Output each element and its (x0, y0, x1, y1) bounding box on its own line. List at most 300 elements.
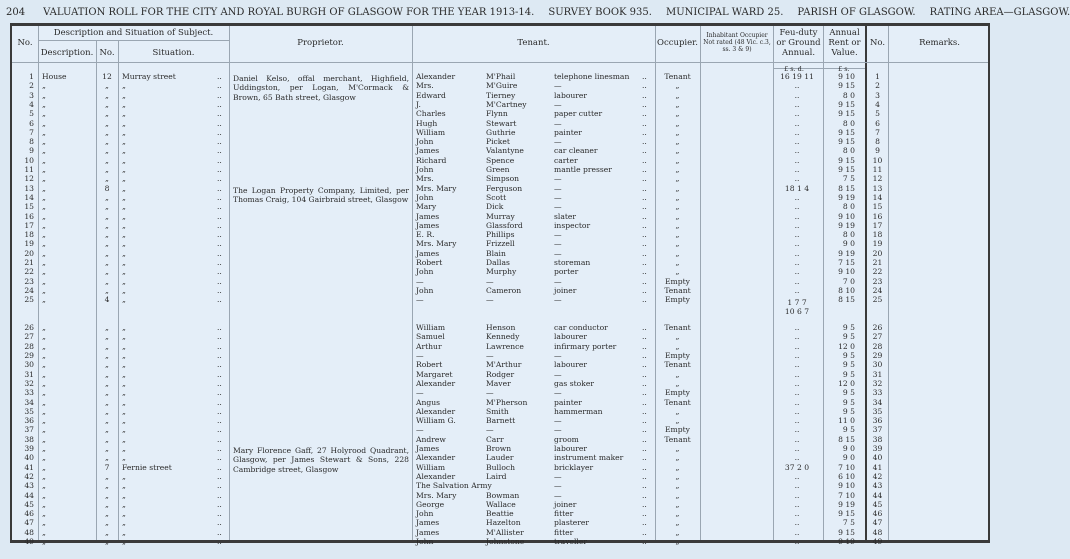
cell-no: 35 (24, 406, 34, 416)
cell-first: James (416, 518, 440, 528)
cell-first: Charles (416, 109, 446, 119)
leader-dots: .. (217, 81, 222, 91)
cell-sno: „ (105, 323, 109, 333)
leader-dots: .. (217, 192, 222, 202)
cell-first: — (416, 276, 424, 286)
cell-rent: 9 5 (842, 425, 855, 435)
cell-sit: „ (122, 99, 126, 109)
col-no-right: No. (869, 38, 886, 48)
cell-rent: 9 15 (838, 165, 855, 174)
cell-occ: — (554, 248, 562, 258)
table-row (12, 165, 988, 174)
cell-last: Cameron (486, 285, 522, 295)
cell-first: John (416, 137, 434, 147)
cell-sit: „ (122, 192, 126, 202)
leader-dots: .. (642, 444, 647, 453)
cell-sit: „ (122, 351, 126, 360)
table-row (12, 463, 988, 472)
cell-feu: .. (794, 192, 800, 202)
cell-rent: 8 15 (838, 183, 855, 193)
leader-dots: .. (217, 453, 222, 463)
cell-desc: „ (42, 155, 46, 165)
row-no-right: 43 (872, 481, 883, 491)
cell-feu: .. (794, 118, 800, 128)
leader-dots: .. (217, 444, 222, 453)
row-no-right: 41 (872, 462, 883, 472)
cell-occupier: „ (675, 90, 680, 100)
cell-first: Margaret (416, 369, 453, 379)
cell-sno: „ (105, 165, 109, 174)
cell-occ: — (554, 99, 562, 109)
cell-rent: 9 15 (838, 137, 855, 147)
cell-sit: Fernie street (122, 462, 172, 472)
cell-rent: 8 0 (842, 90, 855, 100)
cell-desc: „ (42, 323, 46, 333)
cell-sit: „ (122, 220, 126, 230)
cell-last: Phillips (486, 230, 515, 240)
leader-dots: .. (642, 258, 647, 267)
cell-feu: .. (794, 378, 800, 388)
leader-dots: .. (642, 481, 647, 491)
cell-feu: .. (794, 99, 800, 109)
leader-dots: .. (642, 332, 647, 342)
cell-sit: „ (122, 434, 126, 444)
cell-feu: .. (794, 155, 800, 165)
cell-no: 2 (29, 81, 34, 91)
cell-occupier: „ (675, 499, 680, 509)
table-row (12, 146, 988, 155)
cell-desc: „ (42, 518, 46, 528)
cell-rent: 9 15 (838, 527, 855, 537)
cell-sit: „ (122, 397, 126, 407)
table-row (12, 100, 988, 109)
leader-dots: .. (217, 397, 222, 407)
cell-desc: „ (42, 462, 46, 472)
cell-last: Lawrence (486, 341, 524, 351)
cell-last: Barnett (486, 416, 516, 426)
leader-dots: .. (217, 99, 222, 109)
cell-occ: porter (554, 267, 579, 277)
leader-dots: .. (642, 183, 647, 193)
table-row (12, 137, 988, 146)
row-no-right: 28 (872, 341, 883, 351)
cell-feu: .. (794, 267, 800, 277)
row-no-right: 25 (872, 295, 883, 305)
cell-occ: labourer (554, 444, 588, 453)
page-header (6, 4, 1070, 20)
cell-no: 7 (29, 127, 34, 137)
cell-no: 42 (24, 471, 34, 481)
cell-feu: .. (794, 174, 800, 184)
cell-feu: .. (794, 537, 800, 546)
leader-dots: .. (642, 81, 647, 91)
cell-occ: — (554, 351, 562, 360)
cell-desc: „ (42, 351, 46, 360)
leader-dots: .. (217, 369, 222, 379)
cell-feu: .. (794, 248, 800, 258)
leader-dots: .. (642, 109, 647, 119)
cell-rent: 9 5 (842, 332, 855, 342)
cell-last: M'Phail (486, 72, 516, 81)
cell-first: Mrs. Mary (416, 239, 457, 249)
cell-feu: 16 19 11 (780, 72, 814, 81)
cell-last: Wallace (486, 499, 516, 509)
cell-last: Brown (486, 444, 512, 453)
cell-desc: „ (42, 490, 46, 500)
cell-no: 8 (29, 137, 34, 147)
cell-sno: „ (105, 90, 109, 100)
proprietor-gaff: Mary Florence Gaff, 27 Holyrood Quadrant, Glasgow, per James Stewart & Sons, 228 Cambridge street, Glasgow (233, 446, 409, 474)
row-no-right: 26 (872, 323, 883, 333)
cell-occ: — (554, 369, 562, 379)
cell-occ: — (554, 118, 562, 128)
cell-feu: 18 1 4 (784, 183, 810, 193)
cell-sno: „ (105, 369, 109, 379)
cell-occ: painter (554, 127, 582, 137)
row-no-right: 14 (872, 192, 883, 202)
row-no-right: 45 (872, 499, 883, 509)
leader-dots: .. (217, 406, 222, 416)
cell-sno: „ (105, 174, 109, 184)
cell-last: Spence (486, 155, 515, 165)
cell-occ: carter (554, 155, 578, 165)
cell-desc: „ (42, 388, 46, 398)
cell-occ: — (554, 202, 562, 212)
cell-no: 1 (29, 72, 34, 81)
cell-rent: 9 15 (838, 81, 855, 91)
cell-occ: inspector (554, 220, 591, 230)
cell-no: 41 (24, 462, 34, 472)
cell-sit: „ (122, 109, 126, 119)
cell-occupier: „ (675, 509, 680, 519)
cell-first: — (416, 388, 424, 398)
cell-occ: instrument maker (554, 453, 624, 463)
cell-rent: 9 10 (838, 211, 855, 221)
table-row (12, 425, 988, 434)
table-row (12, 184, 988, 193)
row-no-right: 48 (872, 527, 883, 537)
page-number: 204 (6, 6, 26, 18)
leader-dots: .. (217, 471, 222, 481)
cell-desc: „ (42, 202, 46, 212)
cell-no: 26 (24, 323, 34, 333)
table-row (12, 407, 988, 416)
leader-dots: .. (642, 406, 647, 416)
cell-occ: — (554, 295, 562, 305)
leader-dots: .. (217, 462, 222, 472)
cell-no: 4 (29, 99, 34, 109)
cell-first: Alexander (416, 72, 456, 81)
cell-feu: .. (794, 444, 800, 453)
cell-first: William (416, 127, 446, 137)
leader-dots: .. (217, 434, 222, 444)
cell-sit: „ (122, 425, 126, 435)
parish: PARISH OF GLASGOW. (797, 6, 916, 18)
cell-occ: slater (554, 211, 577, 221)
row-no-right: 17 (872, 220, 883, 230)
cell-sit: „ (122, 276, 126, 286)
table-row (12, 72, 988, 81)
cell-rent: 9 15 (838, 509, 855, 519)
cell-sit: „ (122, 471, 126, 481)
row-no-right: 22 (872, 267, 883, 277)
cell-occupier: „ (675, 258, 680, 267)
leader-dots: .. (217, 509, 222, 519)
cell-last: Glassford (486, 220, 523, 230)
cell-first: Samuel (416, 332, 445, 342)
leader-dots: .. (217, 183, 222, 193)
cell-occ: — (554, 471, 562, 481)
cell-first: Edward (416, 90, 446, 100)
cell-last: Maver (486, 378, 511, 388)
cell-rent: 7 15 (838, 258, 855, 267)
cell-sit: „ (122, 332, 126, 342)
leader-dots: .. (217, 332, 222, 342)
cell-no: 47 (24, 518, 34, 528)
feu-extra-1: 1 7 7 (787, 298, 807, 307)
cell-first: William (416, 323, 446, 333)
cell-first: George (416, 499, 445, 509)
cell-rent: 7 0 (842, 276, 855, 286)
proprietor-logan: The Logan Property Company, Limited, per Thomas Craig, 104 Gairbraid street, Glasgow (233, 186, 409, 205)
col-no: No. (17, 38, 33, 48)
cell-sno: „ (105, 397, 109, 407)
cell-feu: .. (794, 416, 800, 426)
cell-occupier: „ (675, 183, 680, 193)
cell-sit: „ (122, 90, 126, 100)
cell-no: 45 (24, 499, 34, 509)
cell-occ: — (554, 276, 562, 286)
table-row (12, 267, 988, 276)
leader-dots: .. (217, 360, 222, 370)
cell-sit: „ (122, 174, 126, 184)
valuation-table (10, 23, 990, 546)
cell-occupier: „ (675, 416, 680, 426)
leader-dots: .. (642, 146, 647, 156)
row-no-right: 38 (872, 434, 883, 444)
survey-book: SURVEY BOOK 935. (548, 6, 652, 18)
cell-last: Dallas (486, 258, 510, 267)
table-row (12, 435, 988, 444)
cell-first: John (416, 537, 434, 546)
cell-sit: „ (122, 202, 126, 212)
cell-feu: .. (794, 509, 800, 519)
leader-dots: .. (217, 118, 222, 128)
cell-occ: car cleaner (554, 146, 598, 156)
cell-sit: „ (122, 453, 126, 463)
cell-last: Hazelton (486, 518, 521, 528)
leader-dots: .. (642, 499, 647, 509)
cell-occ: — (554, 388, 562, 398)
cell-last: Simpson (486, 174, 520, 184)
cell-sno: „ (105, 127, 109, 137)
cell-no: 37 (24, 425, 34, 435)
row-no-right: 5 (875, 109, 880, 119)
col-tenant: Tenant. (517, 38, 550, 48)
row-no-right: 47 (872, 518, 883, 528)
cell-sno: „ (105, 230, 109, 240)
row-no-right: 3 (875, 90, 880, 100)
cell-sit: „ (122, 183, 126, 193)
cell-occ: paper cutter (554, 109, 603, 119)
cell-desc: „ (42, 369, 46, 379)
cell-last: Scott (486, 192, 507, 202)
cell-sno: „ (105, 99, 109, 109)
cell-rent: 9 19 (838, 220, 855, 230)
row-no-right: 21 (872, 258, 883, 267)
row-no-right: 33 (872, 388, 883, 398)
cell-rent: 9 19 (838, 537, 855, 546)
leader-dots: .. (217, 137, 222, 147)
leader-dots: .. (217, 211, 222, 221)
leader-dots: .. (217, 490, 222, 500)
cell-no: 36 (24, 416, 34, 426)
leader-dots: .. (642, 416, 647, 426)
cell-sit: „ (122, 155, 126, 165)
leader-dots: .. (217, 295, 222, 305)
leader-dots: .. (642, 471, 647, 481)
leader-dots: .. (642, 192, 647, 202)
cell-feu: .. (794, 109, 800, 119)
table-row (12, 295, 988, 304)
cell-last: M'Pherson (486, 397, 528, 407)
table-row (12, 128, 988, 137)
cell-sit: „ (122, 81, 126, 91)
table-row (12, 518, 988, 527)
cell-first: The Salvation Army (416, 481, 492, 491)
row-no-right: 34 (872, 397, 883, 407)
cell-no: 34 (24, 397, 34, 407)
cell-sit: „ (122, 406, 126, 416)
table-row (12, 370, 988, 379)
leader-dots: .. (642, 72, 647, 81)
cell-occupier: Empty (665, 276, 690, 286)
cell-no: 14 (24, 192, 34, 202)
cell-last: Valantyne (486, 146, 524, 156)
cell-first: James (416, 444, 440, 453)
col-description: Description. (40, 48, 94, 58)
cell-rent: 9 10 (838, 267, 855, 277)
cell-no: 22 (24, 267, 34, 277)
row-no-right: 6 (875, 118, 880, 128)
cell-no: 17 (24, 220, 34, 230)
cell-desc: „ (42, 397, 46, 407)
row-no-right: 32 (872, 378, 883, 388)
leader-dots: .. (217, 481, 222, 491)
row-no-right: 37 (872, 425, 883, 435)
cell-occ: plasterer (554, 518, 590, 528)
cell-feu: .. (794, 527, 800, 537)
cell-occupier: Empty (665, 425, 690, 435)
row-no-right: 4 (875, 99, 880, 109)
cell-no: 18 (24, 230, 34, 240)
cell-first: Alexander (416, 453, 456, 463)
leader-dots: .. (642, 174, 647, 184)
cell-occupier: „ (675, 378, 680, 388)
cell-sit: „ (122, 285, 126, 295)
leader-dots: .. (642, 397, 647, 407)
cell-occ: traveller (554, 537, 587, 546)
cell-last: Murphy (486, 267, 517, 277)
cell-sit: „ (122, 518, 126, 528)
cell-no: 6 (29, 118, 34, 128)
table-row (12, 249, 988, 258)
cell-occ: groom (554, 434, 579, 444)
table-row (12, 202, 988, 211)
leader-dots: .. (217, 351, 222, 360)
cell-last: Picket (486, 137, 510, 147)
cell-occupier: „ (675, 332, 680, 342)
leader-dots: .. (217, 537, 222, 546)
cell-sit: „ (122, 416, 126, 426)
row-no-right: 10 (872, 155, 883, 165)
cell-feu: .. (794, 453, 800, 463)
table-row (12, 286, 988, 295)
row-no-right: 12 (872, 174, 883, 184)
table-row (12, 277, 988, 286)
leader-dots: .. (217, 378, 222, 388)
cell-desc: „ (42, 509, 46, 519)
cell-last: — (486, 425, 494, 435)
cell-occupier: „ (675, 211, 680, 221)
cell-sno: 12 (102, 72, 112, 81)
cell-no: 12 (24, 174, 34, 184)
cell-feu: .. (794, 341, 800, 351)
cell-feu: .. (794, 397, 800, 407)
cell-feu: .. (794, 425, 800, 435)
cell-no: 40 (24, 453, 34, 463)
leader-dots: .. (642, 267, 647, 277)
cell-occ: — (554, 416, 562, 426)
cell-sno: „ (105, 490, 109, 500)
cell-feu: .. (794, 127, 800, 137)
cell-feu: .. (794, 137, 800, 147)
row-no-right: 27 (872, 332, 883, 342)
cell-sit: „ (122, 248, 126, 258)
cell-first: — (416, 425, 424, 435)
cell-last: Bowman (486, 490, 520, 500)
cell-rent: 12 0 (838, 341, 855, 351)
cell-feu: .. (794, 406, 800, 416)
cell-rent: 9 0 (842, 444, 855, 453)
table-row (12, 379, 988, 388)
cell-occ: car conductor (554, 323, 608, 333)
leader-dots: .. (217, 416, 222, 426)
cell-no: 43 (24, 481, 34, 491)
cell-rent: 9 5 (842, 360, 855, 370)
leader-dots: .. (642, 239, 647, 249)
cell-first: Alexander (416, 471, 456, 481)
cell-occupier: „ (675, 518, 680, 528)
leader-dots: .. (217, 220, 222, 230)
leader-dots: .. (217, 90, 222, 100)
cell-last: Guthrie (486, 127, 516, 137)
cell-occupier: „ (675, 81, 680, 91)
row-no-right: 44 (872, 490, 883, 500)
cell-feu: .. (794, 81, 800, 91)
cell-rent: 9 0 (842, 239, 855, 249)
cell-sno: „ (105, 416, 109, 426)
cell-first: J. (416, 99, 421, 109)
cell-sit: „ (122, 490, 126, 500)
leader-dots: .. (217, 230, 222, 240)
leader-dots: .. (642, 295, 647, 305)
cell-desc: „ (42, 453, 46, 463)
leader-dots: .. (217, 425, 222, 435)
cell-sno: „ (105, 267, 109, 277)
cell-occ: — (554, 425, 562, 435)
cell-occ: fitter (554, 509, 574, 519)
